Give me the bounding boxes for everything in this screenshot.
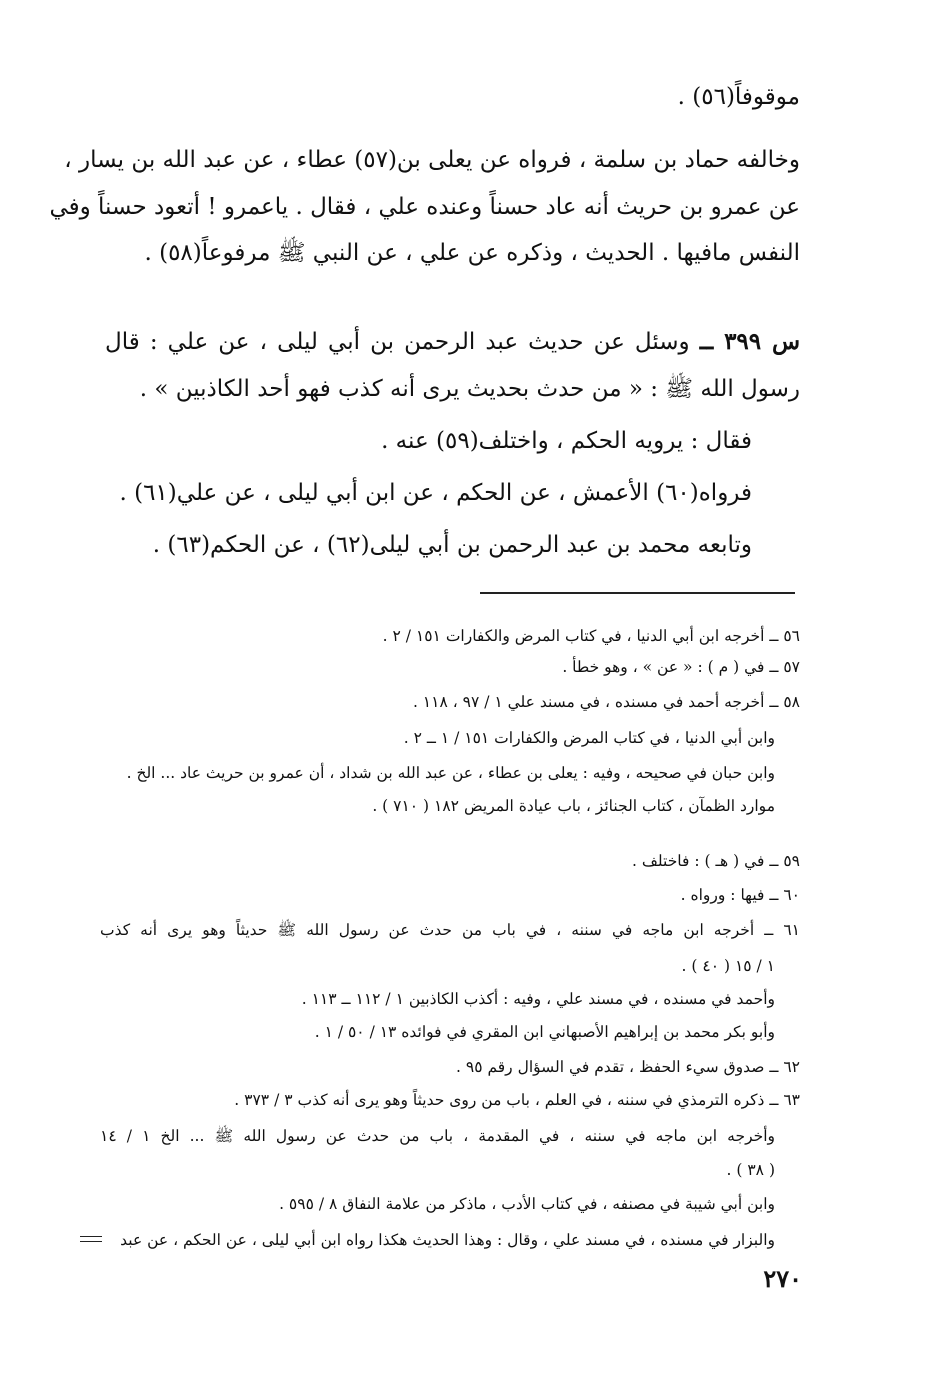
text-line: فرواه(٦٠) الأعمش ، عن الحكم ، عن ابن أبي ليلى ، عن علي(٦١) . [119, 480, 752, 506]
text-line: وتابعه محمد بن عبد الرحمن بن أبي ليلى(٦٢) ، عن الحكم(٦٣) . [152, 532, 752, 558]
footnote-line: وابن أبي شيبة في مصنفه ، في كتاب الأدب ، ماذكر من علامة النفاق ٨ / ٥٩٥ . [279, 1195, 775, 1213]
footnote-line: ٥٦ ــ أخرجه ابن أبي الدنيا ، في كتاب المرض والكفارات ١٥١ / ٢ . [382, 627, 800, 645]
footnote-line: وأحمد في مسنده ، في مسند علي ، وفيه : أكذب الكاذبين ١ / ١١٢ ــ ١١٣ . [301, 990, 775, 1008]
footnote-line: وابن حبان في صحيحه ، وفيه : يعلى بن عطاء ، عن عبد الله بن شداد ، أن عمرو بن حريث عاد ... الخ . [126, 764, 775, 782]
text-line: النفس مافيها . الحديث ، وذكره عن علي ، عن النبي ﷺ مرفوعاً(٥٨) . [144, 240, 800, 266]
footnote-line: وابن أبي الدنيا ، في كتاب المرض والكفارات ١٥١ / ١ ــ ٢ . [403, 729, 775, 747]
footnote-line: وأبو بكر محمد بن إبراهيم الأصبهاني ابن المقري في فوائده ١٣ / ٥٠ / ١ . [314, 1023, 775, 1041]
text-line: فقال : يرويه الحكم ، واختلف(٥٩) عنه . [381, 428, 752, 454]
question-text: وسئل عن حديث عبد الرحمن بن أبي ليلى ، عن علي : قال [105, 329, 690, 355]
footnote-line: ٦١ ــ أخرجه ابن ماجه في سننه ، في باب من حدث عن رسول الله ﷺ حديثاً وهو يرى أنه كذب [100, 921, 800, 939]
continuation-mark [80, 1236, 102, 1242]
footnote-line: ٦٢ ــ صدوق سيء الحفظ ، تقدم في السؤال رقم ٩٥ . [456, 1058, 800, 1076]
footnote-line: ٦٠ ــ فيها : ورواه . [680, 886, 800, 904]
footnote-line: ٦٣ ــ ذكره الترمذي في سننه ، في العلم ، باب من روى حديثاً وهو يرى أنه كذب ٣ / ٣٧٣ . [234, 1091, 800, 1109]
footnote-line: ٥٧ ــ في ( م ) : « عن » ، وهو خطأ . [562, 658, 800, 676]
footnote-line: ١ / ١٥ ( ٤٠ ) . [681, 957, 775, 975]
footnote-line: وأخرجه ابن ماجه في سننه ، في المقدمة ، باب من حدث عن رسول الله ﷺ ... الخ ١ / ١٤ [100, 1127, 776, 1145]
question-line [105, 325, 800, 359]
page-number: ٢٧٠ [763, 1264, 802, 1293]
footnote-line: ٥٩ ــ في ( هـ ) : فاختلف . [631, 852, 800, 870]
footnote-separator [480, 592, 795, 594]
footnote-line: موارد الظمآن ، كتاب الجنائز ، باب عيادة المريض ١٨٢ ( ٧١٠ ) . [372, 797, 775, 815]
footnote-line: ( ٣٨ ) . [726, 1161, 775, 1179]
text-line: موقوفاً(٥٦) . [677, 84, 800, 110]
footnote-line: والبزار في مسنده ، في مسند علي ، وقال : وهذا الحديث هكذا رواه ابن أبي ليلى ، عن الحكم ، عن عبد [120, 1231, 775, 1249]
question-number: س ٣٩٩ ــ [699, 328, 801, 355]
text-line: رسول الله ﷺ : « من حدث بحديث يرى أنه كذب فهو أحد الكاذبين » . [139, 376, 800, 402]
text-line: وخالفه حماد بن سلمة ، فرواه عن يعلى بن(٥٧) عطاء ، عن عبد الله بن يسار ، [64, 147, 800, 173]
footnote-line: ٥٨ ــ أخرجه أحمد في مسنده ، في مسند علي ١ / ٩٧ ، ١١٨ . [412, 693, 800, 711]
text-line: عن عمرو بن حريث أنه عاد حسناً وعنده علي ، فقال . ياعمرو ! أتعود حسناً وفي [49, 194, 800, 220]
